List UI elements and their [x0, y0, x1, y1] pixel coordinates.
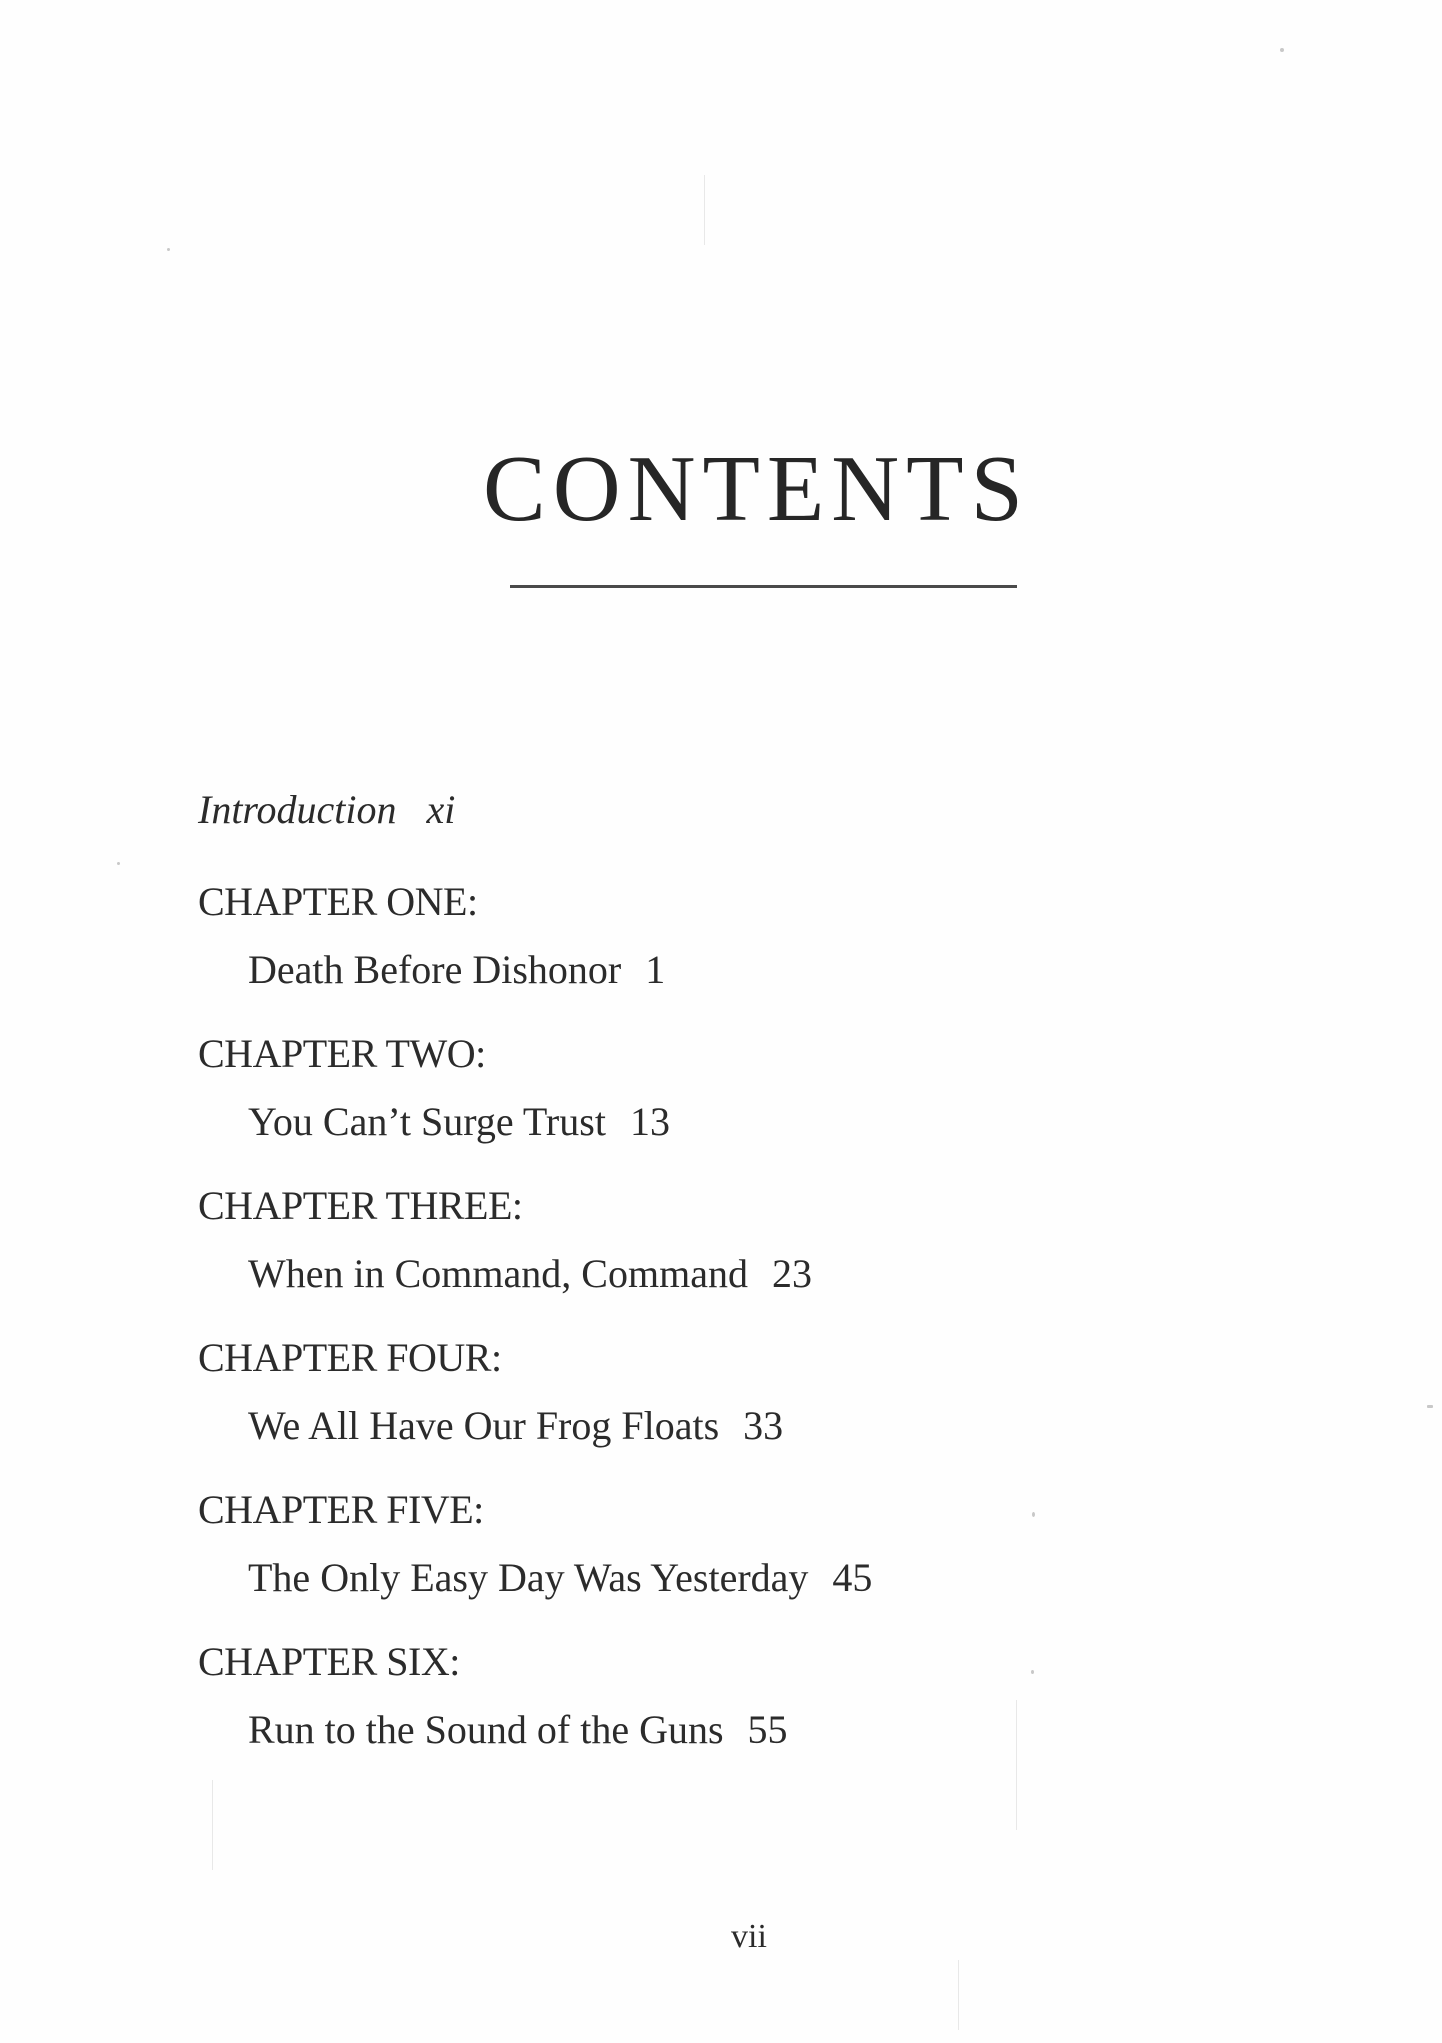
chapter-label: CHAPTER THREE:	[198, 1183, 523, 1228]
toc-entry-chapter-six	[248, 1707, 788, 1752]
chapter-title: When in Command, Command	[248, 1251, 748, 1296]
chapter-page-number: 45	[832, 1555, 873, 1600]
chapter-page-number: 55	[747, 1707, 788, 1752]
chapter-page-number: 23	[771, 1251, 812, 1296]
chapter-label: CHAPTER ONE:	[198, 879, 478, 924]
chapter-title: We All Have Our Frog Floats	[248, 1403, 720, 1448]
chapter-label: CHAPTER FIVE:	[198, 1487, 484, 1532]
folio-number: vii	[731, 1918, 767, 1955]
page-title: CONTENTS	[483, 437, 1030, 541]
scan-speck	[1280, 48, 1284, 52]
chapter-label: CHAPTER SIX:	[198, 1639, 460, 1684]
chapter-label: CHAPTER TWO:	[198, 1031, 486, 1076]
chapter-title: The Only Easy Day Was Yesterday	[248, 1555, 809, 1600]
chapter-title: Run to the Sound of the Guns	[248, 1707, 724, 1752]
scan-speck	[1031, 1670, 1034, 1674]
scan-speck	[117, 862, 120, 865]
introduction-title: Introduction	[198, 787, 397, 832]
toc-entry-introduction	[198, 787, 456, 832]
chapter-label: CHAPTER FOUR:	[198, 1335, 502, 1380]
title-underline	[510, 585, 1017, 588]
chapter-page-number: 33	[743, 1403, 784, 1448]
scan-mark	[1016, 1700, 1017, 1830]
scan-mark	[212, 1780, 213, 1870]
chapter-title: You Can’t Surge Trust	[248, 1099, 606, 1144]
scan-mark	[704, 175, 705, 245]
toc-entry-chapter-two	[248, 1099, 670, 1144]
toc-entry-chapter-five	[248, 1555, 873, 1600]
chapter-page-number: 13	[629, 1099, 670, 1144]
scan-speck	[1427, 1405, 1433, 1408]
toc-entry-chapter-one	[248, 947, 666, 992]
introduction-page-number: xi	[426, 787, 456, 832]
scan-mark	[958, 1960, 959, 2030]
page-number-footer	[0, 1918, 1442, 1956]
scan-speck	[167, 248, 170, 251]
chapter-title: Death Before Dishonor	[248, 947, 622, 992]
chapter-page-number: 1	[645, 947, 666, 992]
toc-entry-chapter-four	[248, 1403, 784, 1448]
scan-speck	[1032, 1512, 1035, 1517]
toc-entry-chapter-three	[248, 1251, 812, 1296]
